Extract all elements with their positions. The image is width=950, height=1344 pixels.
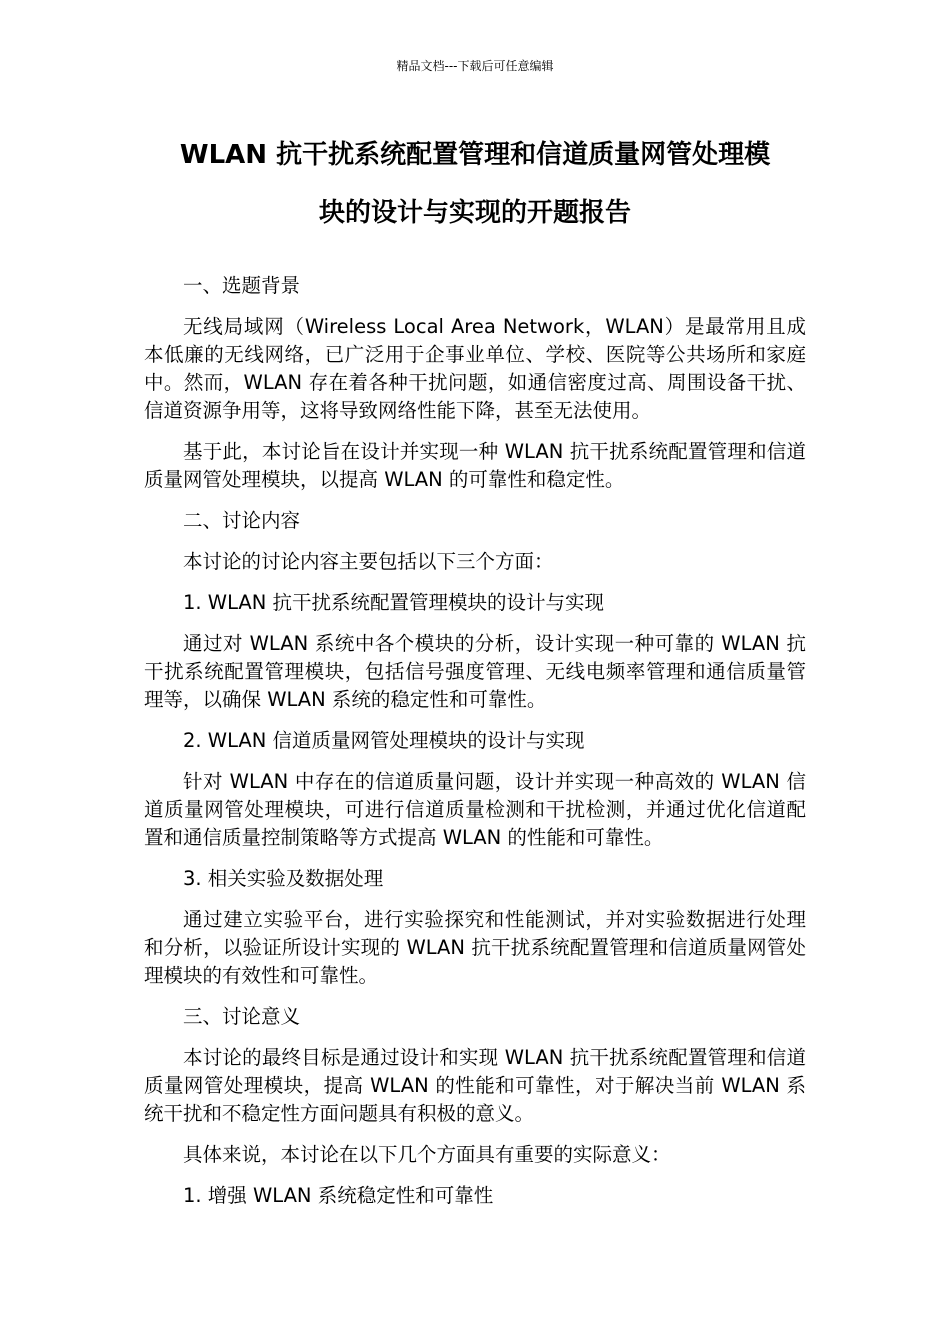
subheading-significance-1: 1. 增强 WLAN 系统稳定性和可靠性	[183, 1184, 494, 1207]
body-paragraph: 本讨论的讨论内容主要包括以下三个方面：	[183, 550, 554, 573]
body-paragraph: 通过对 WLAN 系统中各个模块的分析，设计实现一种可靠的 WLAN 抗干扰系统配置管理模块，包括信号强度管理、无线电频率管理和通信质量管理等，以确保 WLAN 系统的稳定性和可靠性。	[144, 632, 806, 711]
section-heading-background: 一、选题背景	[183, 274, 301, 297]
document-title-line-2: 块的设计与实现的开题报告	[318, 198, 631, 228]
body-paragraph: 针对 WLAN 中存在的信道质量问题，设计并实现一种高效的 WLAN 信道质量网管处理模块，可进行信道质量检测和干扰检测，并通过优化信道配置和通信质量控制策略等方式提高 WLAN 的性能和可靠性。	[144, 770, 806, 849]
subheading-item-3: 3. 相关实验及数据处理	[183, 867, 384, 890]
section-heading-content: 二、讨论内容	[183, 509, 301, 532]
body-paragraph: 具体来说，本讨论在以下几个方面具有重要的实际意义：	[183, 1143, 671, 1166]
subheading-item-2: 2. WLAN 信道质量网管处理模块的设计与实现	[183, 729, 585, 752]
document-body	[144, 272, 806, 1223]
body-paragraph: 通过建立实验平台，进行实验探究和性能测试，并对实验数据进行处理和分析，以验证所设计实现的 WLAN 抗干扰系统配置管理和信道质量网管处理模块的有效性和可靠性。	[144, 908, 806, 987]
body-paragraph: 无线局域网（Wireless Local Area Network，WLAN）是最常用且成本低廉的无线网络，已广泛用于企事业单位、学校、医院等公共场所和家庭中。然而，WLAN 存在着各种干扰问题，如通信密度过高、周围设备干扰、信道资源争用等，这将导致网络性能下降，甚至无法使用。	[144, 315, 806, 422]
body-paragraph: 本讨论的最终目标是通过设计和实现 WLAN 抗干扰系统配置管理和信道质量网管处理模块，提高 WLAN 的性能和可靠性，对于解决当前 WLAN 系统干扰和不稳定性方面问题具有积极的意义。	[144, 1046, 806, 1125]
subheading-item-1: 1. WLAN 抗干扰系统配置管理模块的设计与实现	[183, 591, 605, 614]
body-paragraph: 基于此，本讨论旨在设计并实现一种 WLAN 抗干扰系统配置管理和信道质量网管处理模块，以提高 WLAN 的可靠性和稳定性。	[144, 440, 806, 491]
document-title-line-1: WLAN 抗干扰系统配置管理和信道质量网管处理模	[179, 140, 771, 170]
page-header-note: 精品文档---下载后可任意编辑	[396, 59, 554, 73]
section-heading-significance: 三、讨论意义	[183, 1005, 301, 1028]
